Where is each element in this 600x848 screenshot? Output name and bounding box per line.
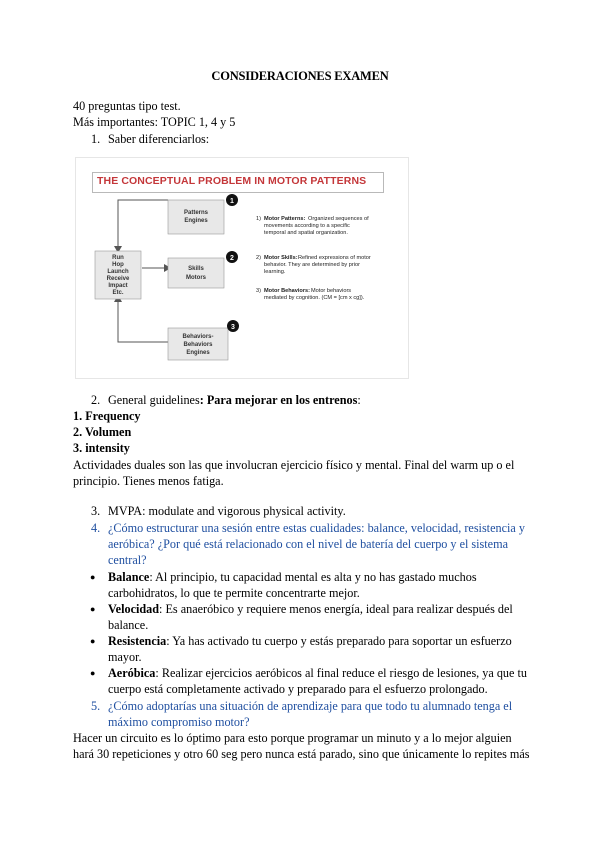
bold-list-item: 2. Volumen [73,425,132,439]
connector-patterns [118,200,168,250]
item-line: mediated by cognition. (CM = [cm x cg]). [264,295,365,301]
bullet-text: : Realizar ejercicios aeróbicos al final reduce el riesgo de lesiones, ya que tu [155,666,527,680]
center-box-label: Etc. [112,290,124,296]
box-label: Motors [186,275,206,281]
box-label: Skills [188,266,204,272]
paragraph-line: hará 30 repeticiones y otro 60 seg pero nunca está parado, sino que únicamente lo repites más [73,747,530,761]
guidelines-tail: : [357,393,361,407]
bullet-line [108,569,477,585]
figure-diagram [76,158,408,378]
figure-header-text: THE CONCEPTUAL PROBLEM IN MOTOR PATTERNS [97,175,367,187]
list-item-text: MVPA: modulate and vigorous physical activity. [108,504,346,518]
item-line: learning. [264,269,286,275]
paragraph-line: Actividades duales son las que involucran ejercicio físico y mental. Final del warm up o el [73,458,515,472]
question-line: central? [108,553,147,567]
bold-list-item: 3. intensity [73,441,130,455]
box-label: Engines [186,350,210,356]
center-box-label: Hop [112,262,124,268]
motor-patterns-figure [76,158,408,378]
item-term: Motor Patterns: [264,216,306,222]
list-item-text [108,392,361,408]
bullet-line: mayor. [108,650,142,664]
connector-behaviors [118,298,168,342]
bullet-label: Velocidad [108,602,160,616]
bullet-line [108,633,512,649]
bold-list-item: 1. Frequency [73,409,141,423]
patterns-engines-box [168,200,224,234]
item-number: 1) [256,216,261,222]
item-term: Motor Skills: [264,255,298,261]
item-line: Organized sequences of [308,216,369,222]
question-line: aeróbica? ¿Por qué está relacionado con el nivel de batería del cuerpo y el sistema [108,537,508,551]
box-label: Behaviors- [182,334,214,340]
guidelines-text: General guidelines [108,393,200,407]
bullet-line [108,601,513,617]
center-box-label: Receive [106,276,130,282]
badge-number: 1 [230,198,234,205]
paragraph-line: principio. Tienes menos fatiga. [73,474,224,488]
page-title: CONSIDERACIONES EXAMEN [211,69,389,83]
item-line: movements according to a specific [264,223,350,229]
skills-motors-box [168,258,224,288]
list-item-text: Saber diferenciarlos: [108,132,210,146]
question-line: ¿Cómo adoptarías una situación de aprendizaje para que todo tu alumnado tenga el [108,699,513,713]
bullet-line [108,665,527,681]
list-number: 2. [91,393,101,407]
item-term: Motor Behaviors: [264,288,310,294]
bullet-line: carbohidratos, lo que te permite concentrarte mejor. [108,586,360,600]
item-number: 3) [256,288,261,294]
box-label: Behaviors [183,342,213,348]
bullet-line: balance. [108,618,149,632]
guidelines-bold: : Para mejorar en los entrenos [199,393,358,407]
paragraph-line: Hacer un circuito es lo óptimo para esto porque programar un minuto y a lo mejor alguien [73,731,512,745]
bullet-label: Aeróbica [108,666,156,680]
list-number: 1. [91,132,101,146]
intro-line: Más importantes: TOPIC 1, 4 y 5 [73,115,236,129]
bullet-text: : Ya has activado tu cuerpo y estás preparado para soportar un esfuerzo [166,634,512,648]
center-box-label: Run [112,255,124,261]
item-number: 2) [256,255,261,261]
bullet-icon: ● [90,636,96,646]
center-box-label: Launch [107,269,129,275]
bullet-label: Balance [108,570,150,584]
box-label: Patterns [183,210,209,216]
list-number: 3. [91,504,101,518]
bullet-text: : Es anaeróbico y requiere menos energía, ideal para realizar después del [159,602,513,616]
bullet-icon: ● [90,572,96,582]
item-line: Motor behaviors [311,288,352,294]
bullet-line: cuerpo está completamente activado y preparado para el esfuerzo prolongado. [108,682,488,696]
bullet-text: : Al principio, tu capacidad mental es alta y no has gastado muchos [149,570,477,584]
item-line: temporal and spatial organization. [264,230,348,236]
list-number: 4. [91,521,101,535]
center-box-label: Impact [108,283,128,289]
bullet-icon: ● [90,668,96,678]
intro-line: 40 preguntas tipo test. [73,99,181,113]
question-line: máximo compromiso motor? [108,715,250,729]
bullet-label: Resistencia [108,634,167,648]
list-number: 5. [91,699,101,713]
badge-number: 3 [231,324,235,331]
question-line: ¿Cómo estructurar una sesión entre estas cualidades: balance, velocidad, resistencia y [108,521,525,535]
item-line: behavior. They are determined by prior [264,262,360,268]
bullet-icon: ● [90,604,96,614]
badge-number: 2 [230,255,234,262]
box-label: Engines [184,218,208,224]
item-line: Refined expressions of motor [298,255,371,261]
